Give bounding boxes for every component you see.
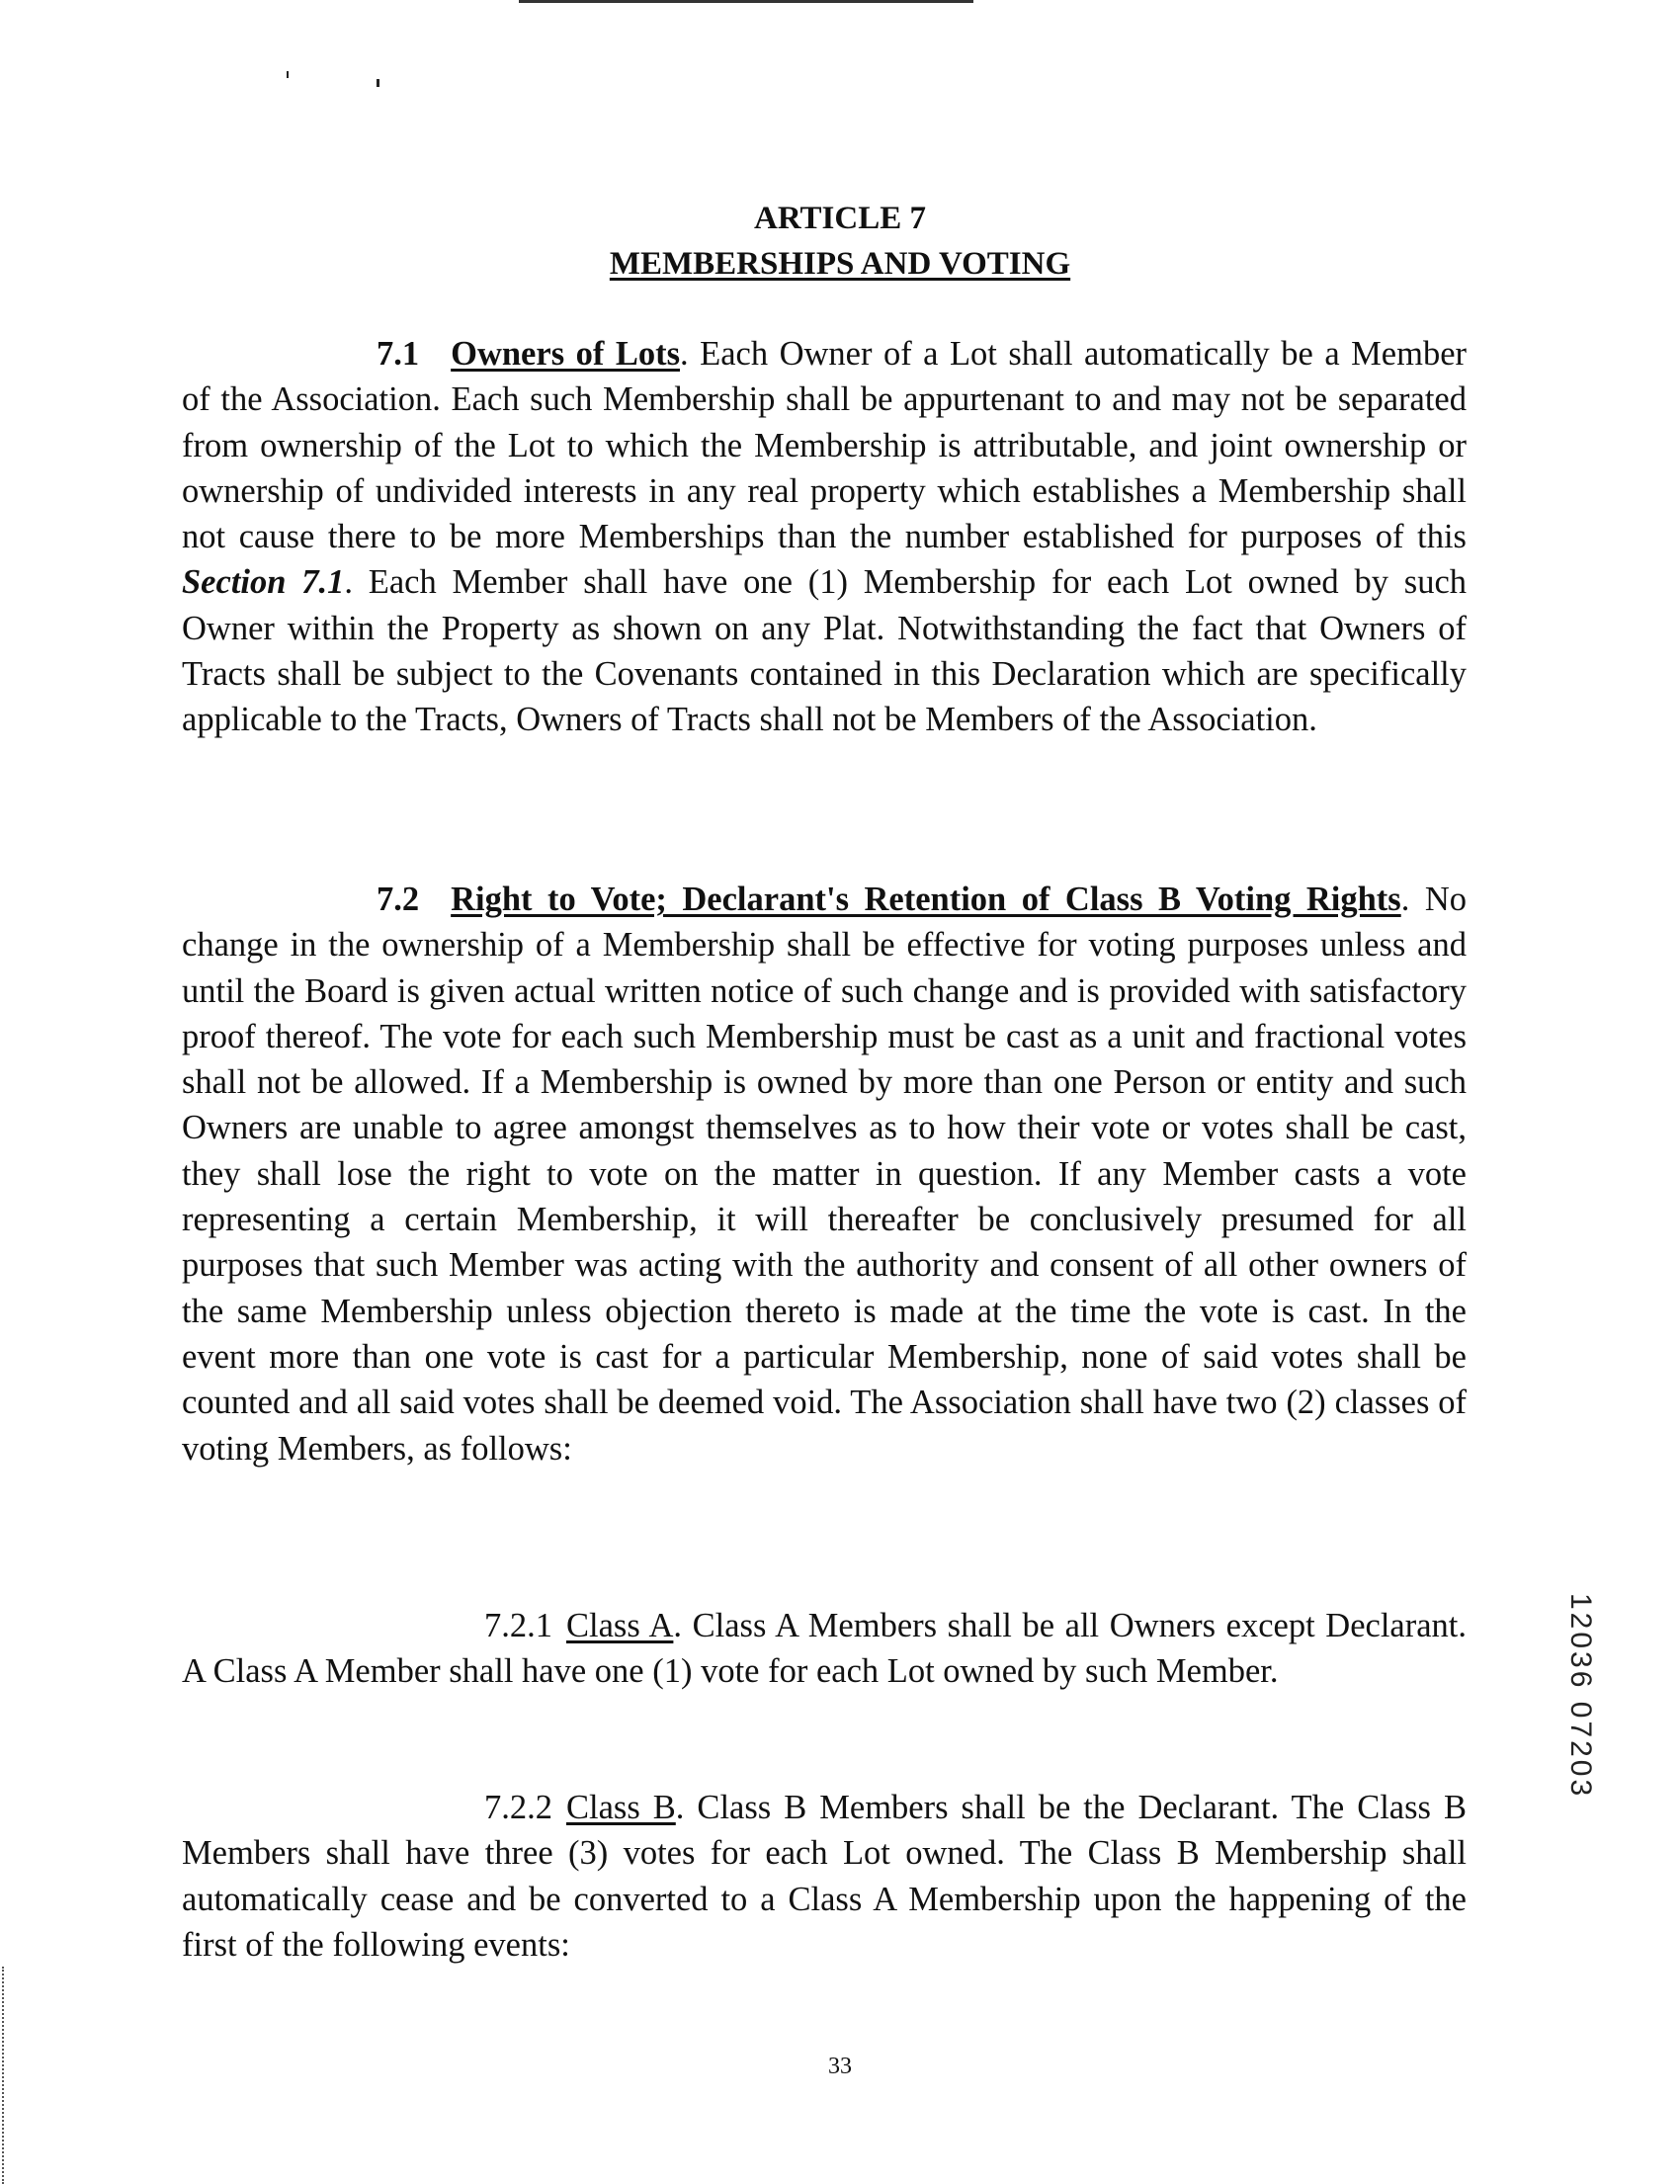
section-heading: Owners of Lots [451, 335, 681, 373]
subsection-heading: Class A [566, 1607, 674, 1644]
article-number: ARTICLE 7 [754, 201, 926, 236]
scan-artifact-top-line [519, 0, 973, 3]
article-title-wrapper [0, 241, 1680, 287]
side-recording-stamp [1564, 1593, 1617, 1899]
section-body-text: . No change in the ownership of a Membership shall be effective for voting purposes unless and until the Board is given actual written notice of such change and is provided with satisfactory proof thereof. The vote for each such Membership must be cast as a unit and fractional votes shall not be allowed. If a Membership is owned by more than one Person or entity and such Owners are unable to agree amongst themselves as to how their vote or votes shall be cast, they shall lose the right to vote on the matter in question. If any Member casts a vote representing a certain Membership, it will thereafter be conclusively presumed for all purposes that such Member was acting with the authority and consent of all other owners of the same Membership unless objection thereto is made at the time the vote is cast. In the event more than one vote is cast for a particular Membership, none of said votes shall be counted and all said votes shall be deemed void. The Association shall have two (2) classes of voting Members, as follows: [182, 881, 1467, 1468]
section-7-1-paragraph [182, 331, 1467, 743]
subsection-body-text: . Class A Members shall be all Owners except Declarant. A Class A Member shall have one (1) vote for each Lot owned by such Member. [182, 1607, 1468, 1691]
subsection-body-text: . Class B Members shall be the Declarant. The Class B Members shall have three (3) votes for each Lot owned. The Class B Membership shall automatically cease and be converted to a Class A Membership upon the happening of the first of the following events: [182, 1789, 1467, 1964]
section-body-text: . Each Owner of a Lot shall automatically be a Member of the Association. Each such Membership shall be appurtenant to and may not be separated from ownership of the Lot to which the Membership is attributable, and joint ownership or ownership of undivided interests in any real property which establishes a Membership shall not cause there to be more Memberships than the number established for purposes of this [182, 335, 1468, 556]
section-number: 7.1 [377, 335, 420, 373]
section-reference: Section 7.1 [182, 563, 345, 602]
subsection-heading: Class B [566, 1789, 676, 1826]
article-title: MEMBERSHIPS AND VOTING [609, 246, 1071, 282]
scan-artifact-mark [287, 71, 289, 78]
subsection-number: 7.2.1 [484, 1607, 552, 1644]
section-7-2-paragraph [182, 877, 1467, 1471]
subsection-number: 7.2.2 [484, 1789, 552, 1826]
section-number: 7.2 [377, 881, 420, 918]
page-number: 33 [828, 2054, 852, 2079]
section-heading: Right to Vote; Declarant's Retention of Class B Voting Rights [451, 881, 1401, 918]
scan-artifact-mark [377, 79, 379, 87]
side-stamp-text: 12036 07203 [1564, 1593, 1597, 1800]
section-7-2-2-paragraph [182, 1785, 1467, 1968]
section-body-text: . Each Member shall have one (1) Membership for each Lot owned by such Owner within the Property as shown on any Plat. Notwithstanding the fact that Owners of Tracts shall be subject to the Covenants contained in this Declaration which are specifically applicable to the Tracts, Owners of Tracts shall not be Members of the Association. [182, 563, 1468, 739]
section-7-2-1-paragraph [182, 1603, 1467, 1695]
